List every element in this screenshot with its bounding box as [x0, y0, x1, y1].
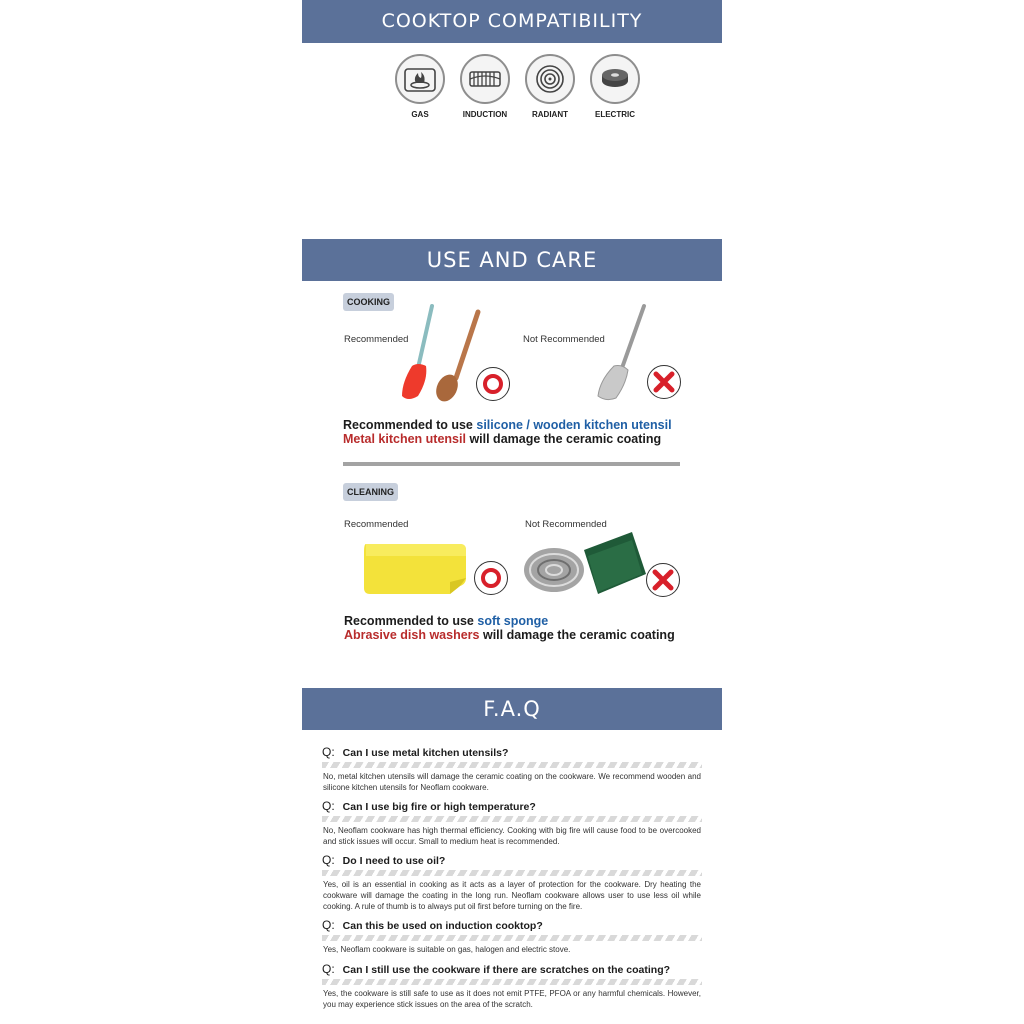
faq-dash-divider: [322, 762, 702, 768]
cleaning-line-1-highlight: soft sponge: [477, 614, 549, 628]
abrasive-washers-image: [522, 530, 647, 596]
cooktop-electric: [585, 54, 645, 119]
cooktop-label-induction: INDUCTION: [462, 110, 508, 119]
faq-question-text: Can I still use the cookware if there are scratches on the coating?: [342, 964, 671, 976]
cooking-line-1-prefix: Recommended to use: [343, 418, 473, 432]
cleaning-not-recommended-label: Not Recommended: [525, 519, 607, 530]
cooking-line-1-highlight: silicone / wooden kitchen utensil: [476, 418, 672, 432]
faq-question-5: [322, 962, 702, 976]
cooktop-label-gas: GAS: [411, 110, 429, 119]
cooking-tag: COOKING: [343, 293, 394, 311]
faq-dash-divider: [322, 816, 702, 822]
cleaning-not-recommended-mark-icon: [646, 563, 680, 597]
faq-q-prefix: Q:: [322, 962, 335, 976]
faq-answer-2: No, Neoflam cookware has high thermal efficiency. Cooking with big fire will cause food to be overcooked and stick issues will occur. Small to medium heat is recommended.: [323, 826, 701, 846]
faq-question-4: [322, 918, 702, 932]
soft-sponge-image: [360, 540, 470, 598]
recommended-mark-icon: [476, 367, 510, 401]
faq-question-1: [322, 745, 702, 759]
faq-dash-divider: [322, 870, 702, 876]
faq-question-2: [322, 799, 702, 813]
faq-question-text: Do I need to use oil?: [342, 855, 446, 867]
cooktop-induction: [455, 54, 515, 119]
gas-burner-icon: [395, 54, 445, 104]
cleaning-line-2-highlight: Abrasive dish washers: [344, 628, 480, 642]
cooking-line-2-suffix: will damage the ceramic coating: [469, 432, 662, 446]
faq-answer-3: Yes, oil is an essential in cooking as it acts as a layer of protection for the cookware. Dry heating the cookware will damage the coating in the long run. Neoflam cookware allows user to use less oil while cooking. A rule of thumb is to always put oil first before turning on the fire.: [323, 880, 701, 911]
cooking-not-recommended-label: Not Recommended: [523, 334, 605, 345]
radiant-coil-icon: [525, 54, 575, 104]
faq-q-prefix: Q:: [322, 853, 335, 867]
metal-utensil-image: [592, 302, 652, 404]
cooktop-icons-row: [390, 54, 640, 124]
silicone-wooden-utensils-image: [398, 302, 484, 404]
faq-question-3: [322, 853, 702, 867]
section-divider: [343, 462, 680, 466]
cooktop-banner: COOKTOP COMPATIBILITY: [302, 0, 722, 43]
faq-q-prefix: Q:: [322, 745, 335, 759]
faq-banner: F.A.Q: [302, 688, 722, 730]
cleaning-line-2: [344, 628, 675, 642]
faq-q-prefix: Q:: [322, 799, 335, 813]
faq-dash-divider: [322, 935, 702, 941]
cleaning-recommended-mark-icon: [474, 561, 508, 595]
cooktop-gas: [390, 54, 450, 119]
use-care-banner: USE AND CARE: [302, 239, 722, 281]
faq-answer-4: Yes, Neoflam cookware is suitable on gas, halogen and electric stove.: [323, 945, 571, 954]
cleaning-line-1-prefix: Recommended to use: [344, 614, 474, 628]
faq-question-text: Can I use big fire or high temperature?: [342, 801, 536, 813]
induction-coil-icon: [460, 54, 510, 104]
faq-dash-divider: [322, 979, 702, 985]
cooking-line-2-highlight: Metal kitchen utensil: [343, 432, 466, 446]
not-recommended-mark-icon: [647, 365, 681, 399]
cooktop-label-radiant: RADIANT: [532, 110, 568, 119]
faq-question-text: Can I use metal kitchen utensils?: [342, 747, 509, 759]
cooktop-radiant: [520, 54, 580, 119]
electric-plate-icon: [590, 54, 640, 104]
faq-q-prefix: Q:: [322, 918, 335, 932]
cooking-line-1: [343, 418, 672, 432]
cooking-line-2: [343, 432, 661, 446]
cleaning-recommended-label: Recommended: [344, 519, 409, 530]
faq-answer-1: No, metal kitchen utensils will damage the ceramic coating on the cookware. We recommend wooden and silicone kitchen utensils for Neoflam cookware.: [323, 772, 701, 792]
cleaning-line-2-suffix: will damage the ceramic coating: [482, 628, 675, 642]
cleaning-tag: CLEANING: [343, 483, 398, 501]
cooking-recommended-label: Recommended: [344, 334, 409, 345]
faq-answer-5: Yes, the cookware is still safe to use as it does not emit PTFE, PFOA or any harmful chemicals. However, you may experience stick issues on the area of the scratch.: [323, 989, 701, 1009]
faq-question-text: Can this be used on induction cooktop?: [342, 920, 543, 932]
cooktop-label-electric: ELECTRIC: [595, 110, 635, 119]
cleaning-line-1: [344, 614, 548, 628]
product-info-page: [302, 0, 722, 1024]
